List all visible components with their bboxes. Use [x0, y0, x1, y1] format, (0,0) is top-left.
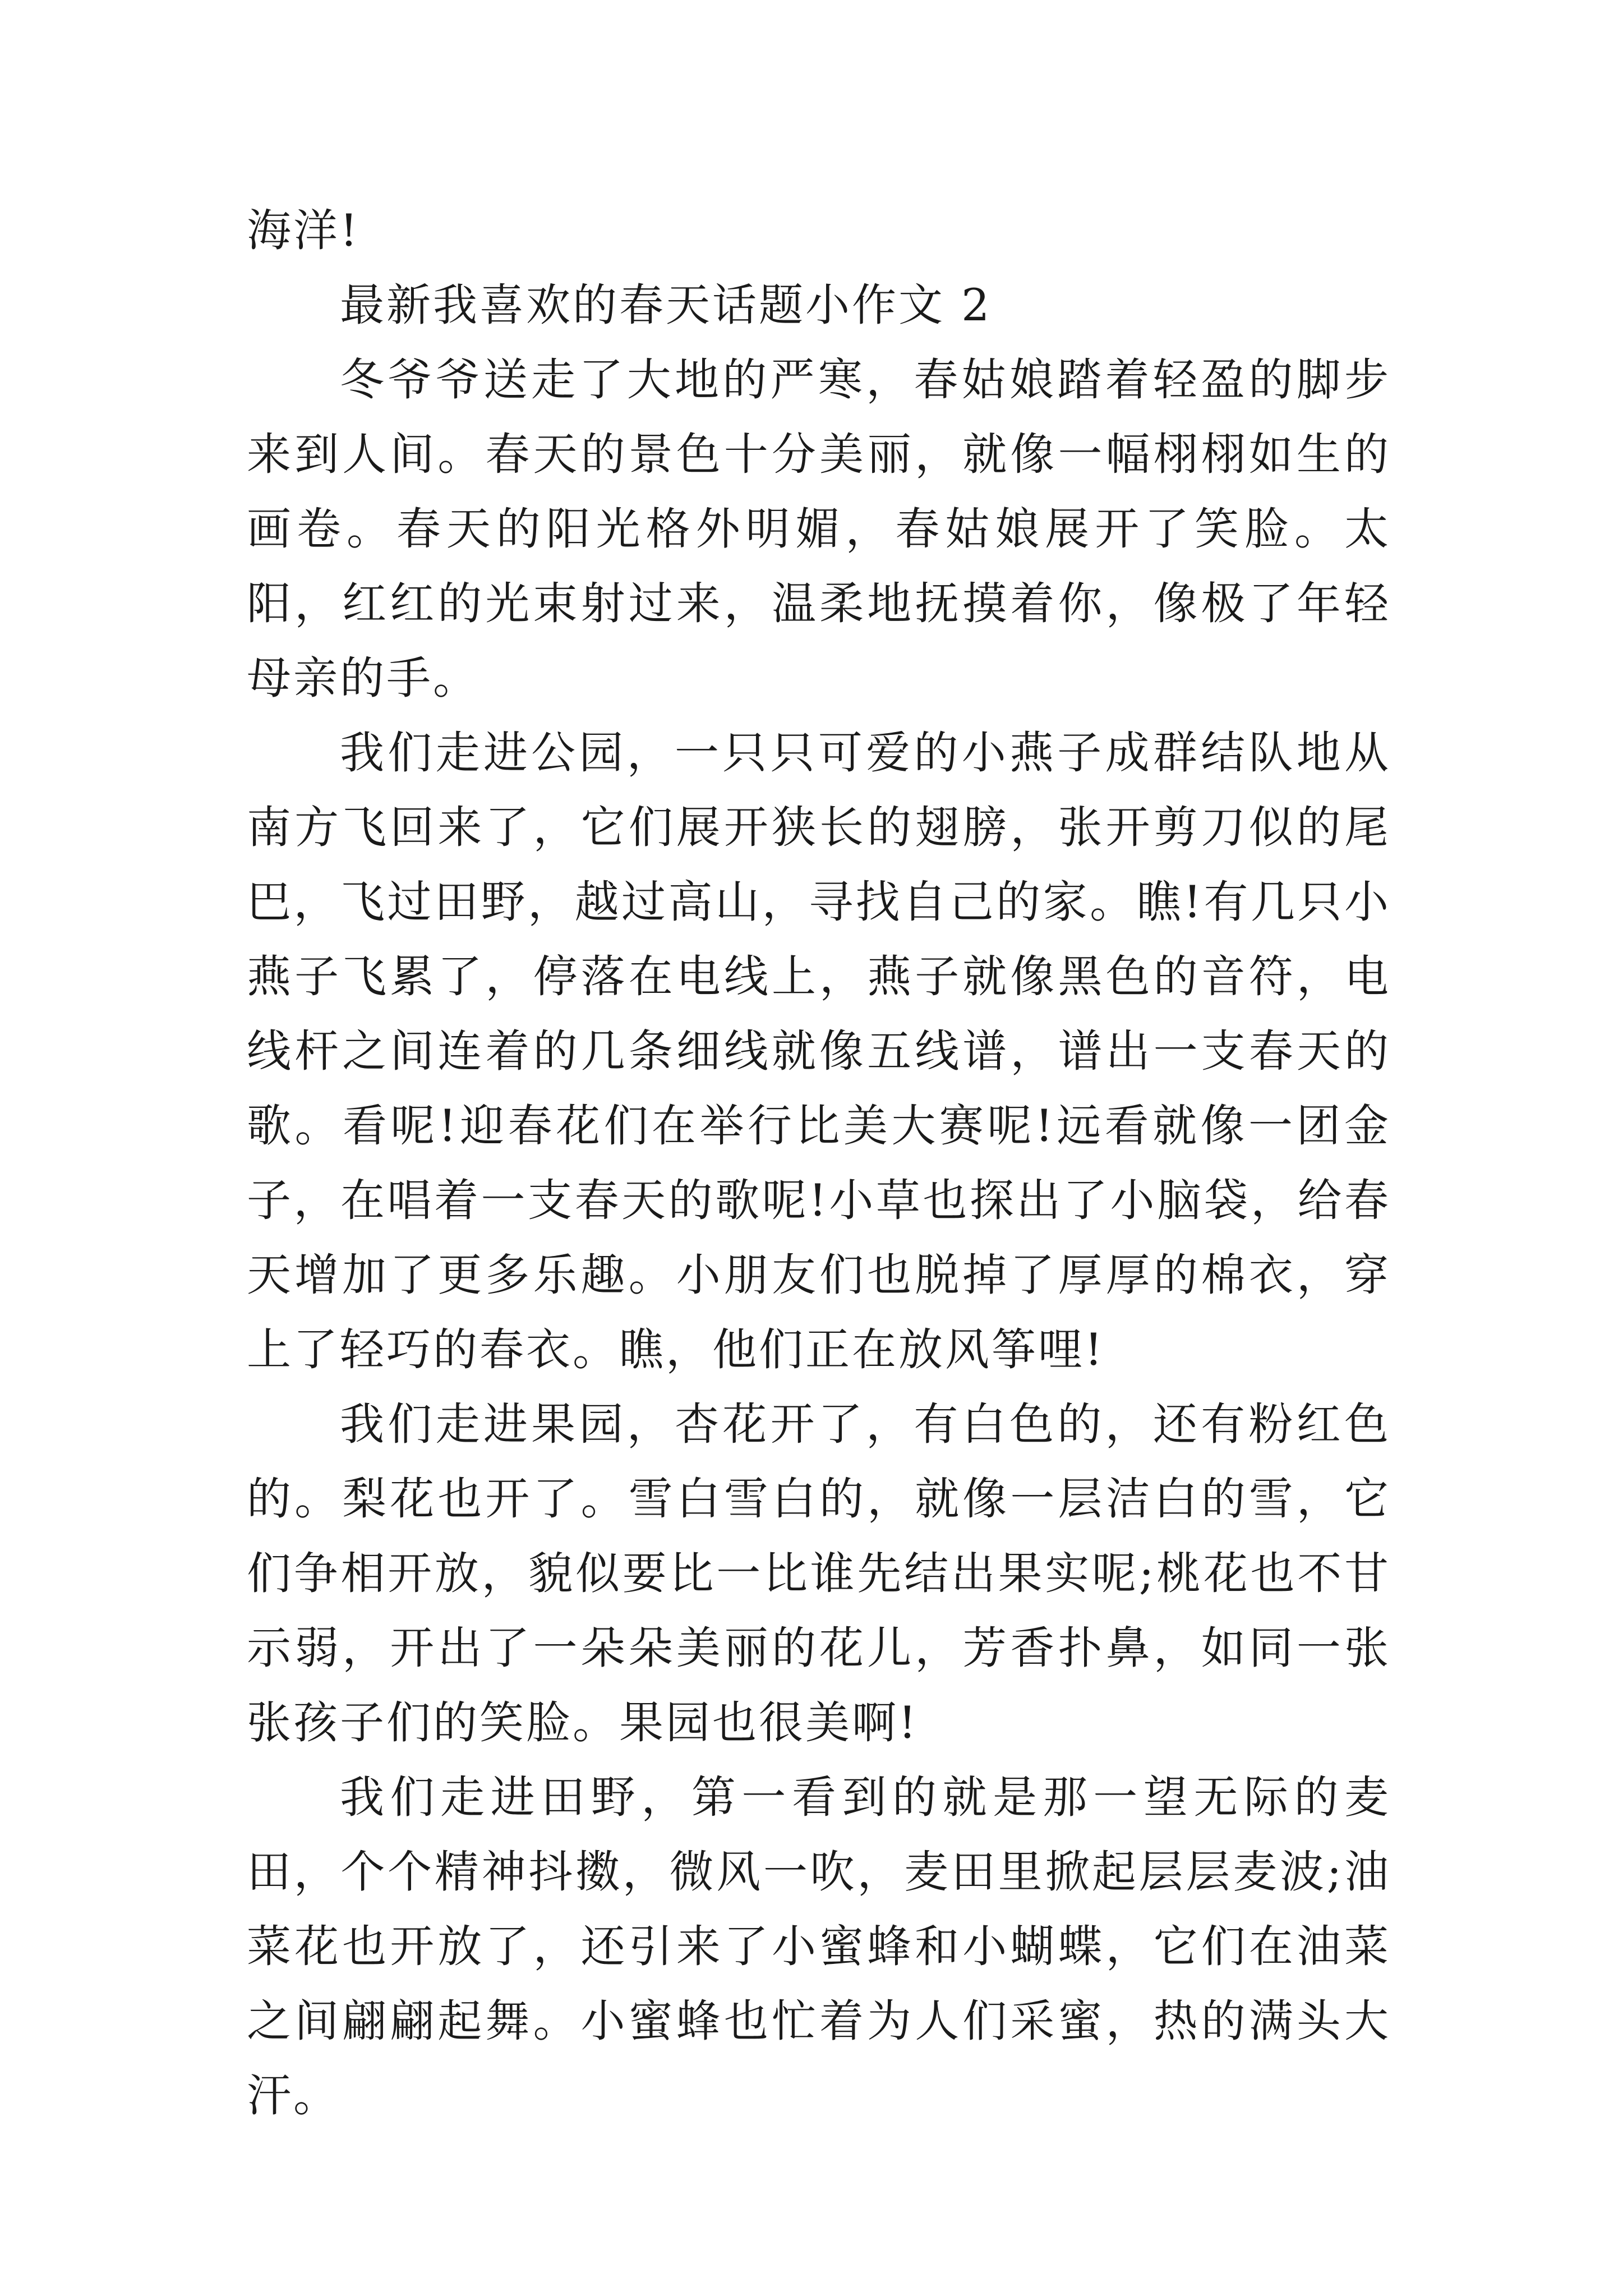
- paragraph-4: 我们走进田野，第一看到的就是那一望无际的麦田，个个精神抖擞，微风一吹，麦田里掀起层层麦波;油菜花也开放了，还引来了小蜜蜂和小蝴蝶，它们在油菜之间翩翩起舞。小蜜蜂也忙着为人们采蜜，热的满头大汗。: [247, 1772, 1391, 2122]
- lead-fragment: 海洋!: [247, 205, 360, 256]
- paragraph-1: 冬爷爷送走了大地的严寒，春姑娘踏着轻盈的脚步来到人间。春天的景色十分美丽，就像一幅栩栩如生的画卷。春天的阳光格外明媚，春姑娘展开了笑脸。太阳，红红的光束射过来，温柔地抚摸着你，像极了年轻母亲的手。: [247, 354, 1391, 704]
- section-title: 最新我喜欢的春天话题小作文 2: [340, 279, 992, 331]
- paragraph-2: 我们走进公园，一只只可爱的小燕子成群结队地从南方飞回来了，它们展开狭长的翅膀，张开剪刀似的尾巴，飞过田野，越过高山，寻找自己的家。瞧!有几只小燕子飞累了，停落在电线上，燕子就像黑色的音符，电线杆之间连着的几条细线就像五线谱，谱出一支春天的歌。看呢!迎春花们在举行比美大赛呢!远看就像一团金子，在唱着一支春天的歌呢!小草也探出了小脑袋，给春天增加了更多乐趣。小朋友们也脱掉了厚厚的棉衣，穿上了轻巧的春衣。瞧，他们正在放风筝哩!: [247, 727, 1391, 1375]
- document-body: [247, 194, 1391, 2133]
- paragraph-3: 我们走进果园，杏花开了，有白色的，还有粉红色的。梨花也开了。雪白雪白的，就像一层洁白的雪，它们争相开放，貌似要比一比谁先结出果实呢;桃花也不甘示弱，开出了一朵朵美丽的花儿，芳香扑鼻，如同一张张孩子们的笑脸。果园也很美啊!: [247, 1398, 1391, 1749]
